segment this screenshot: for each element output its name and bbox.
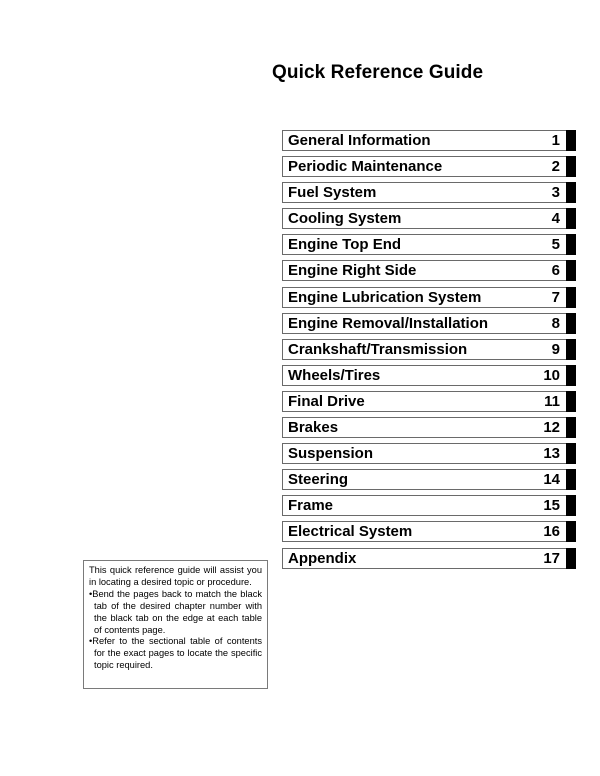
section-row[interactable] — [282, 495, 576, 516]
section-row[interactable] — [282, 313, 576, 334]
section-label: Cooling System — [288, 210, 402, 228]
section-label: Periodic Maintenance — [288, 158, 443, 176]
section-index — [282, 130, 576, 574]
section-row[interactable] — [282, 548, 576, 569]
chapter-tab — [566, 417, 576, 438]
section-number: 10 — [543, 366, 560, 384]
page-title: Quick Reference Guide — [272, 62, 484, 83]
section-number: 9 — [551, 340, 560, 358]
chapter-tab — [566, 130, 576, 151]
section-row[interactable] — [282, 234, 576, 255]
section-row[interactable] — [282, 208, 576, 229]
section-number: 12 — [543, 419, 560, 437]
note-bullet: •Bend the pages back to match the black tab of the desired chapter number with the black tab on the edge at each table of contents page. — [89, 588, 262, 635]
section-row[interactable] — [282, 182, 576, 203]
section-row[interactable] — [282, 521, 576, 542]
section-number: 1 — [551, 132, 560, 149]
section-label: Steering — [288, 471, 349, 489]
section-label: Wheels/Tires — [288, 366, 381, 384]
section-label: General Information — [288, 132, 431, 149]
section-number: 17 — [543, 549, 560, 567]
section-label: Electrical System — [288, 523, 413, 541]
section-number: 8 — [551, 314, 560, 332]
chapter-tab — [566, 469, 576, 490]
section-row[interactable] — [282, 391, 576, 412]
section-label: Suspension — [288, 445, 374, 463]
section-label: Engine Lubrication System — [288, 288, 482, 306]
section-number: 6 — [551, 262, 560, 280]
section-number: 4 — [551, 210, 560, 228]
section-row[interactable] — [282, 417, 576, 438]
chapter-tab — [566, 365, 576, 386]
note-bullet: •Refer to the sectional table of contents for the exact pages to locate the specific topic required. — [89, 636, 262, 671]
section-number: 15 — [543, 497, 560, 515]
chapter-tab — [566, 234, 576, 255]
note-intro: This quick reference guide will assist you in locating a desired topic or procedure. — [89, 565, 262, 587]
section-row[interactable] — [282, 260, 576, 281]
usage-note — [83, 560, 268, 689]
section-row[interactable] — [282, 339, 576, 360]
section-label: Engine Removal/Installation — [288, 314, 489, 332]
section-label: Engine Top End — [288, 236, 402, 254]
section-label: Brakes — [288, 419, 339, 437]
chapter-tab — [566, 495, 576, 516]
section-number: 7 — [551, 288, 560, 306]
chapter-tab — [566, 443, 576, 464]
section-row[interactable] — [282, 156, 576, 177]
section-number: 3 — [551, 184, 560, 202]
section-number: 2 — [551, 158, 560, 176]
chapter-tab — [566, 521, 576, 542]
chapter-tab — [566, 339, 576, 360]
section-number: 16 — [543, 523, 560, 541]
section-label: Crankshaft/Transmission — [288, 340, 468, 358]
section-row[interactable] — [282, 130, 576, 151]
chapter-tab — [566, 391, 576, 412]
section-label: Engine Right Side — [288, 262, 417, 280]
chapter-tab — [566, 260, 576, 281]
section-row[interactable] — [282, 443, 576, 464]
chapter-tab — [566, 287, 576, 308]
chapter-tab — [566, 182, 576, 203]
section-number: 13 — [543, 445, 560, 463]
section-number: 5 — [551, 236, 560, 254]
section-row[interactable] — [282, 365, 576, 386]
section-label: Frame — [288, 497, 334, 515]
section-row[interactable] — [282, 287, 576, 308]
section-number: 11 — [544, 392, 560, 410]
chapter-tab — [566, 208, 576, 229]
section-label: Final Drive — [288, 392, 365, 410]
chapter-tab — [566, 156, 576, 177]
section-label: Appendix — [288, 549, 357, 567]
section-number: 14 — [543, 471, 560, 489]
chapter-tab — [566, 313, 576, 334]
section-label: Fuel System — [288, 184, 377, 202]
chapter-tab — [566, 548, 576, 569]
section-row[interactable] — [282, 469, 576, 490]
